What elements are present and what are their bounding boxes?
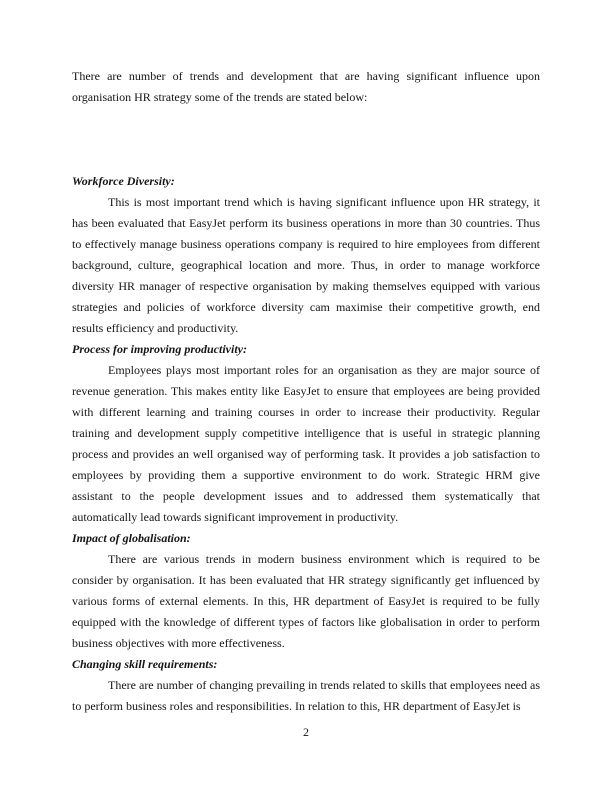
section-paragraph-process-for-improving-productivity: Employees plays most important roles for an organisation as they are major source of revenue generation. This makes entity like EasyJet to ensure that employees are being provided with different learning and training courses in order to increase their productivity. Regular training and development supply competitive intelligence that is useful in strategic planning process and provides an well organised way of performing task. It provides a job satisfaction to employees by providing them a supportive environment to do work. Strategic HRM give assistant to the people development issues and to addressed them systematically that automatically lead towards significant improvement in productivity. xyxy=(72,363,540,524)
page-number: 2 xyxy=(303,725,309,739)
section-heading-process-for-improving-productivity: Process for improving productivity: xyxy=(72,342,247,356)
section-paragraph-changing-skill-requirements: There are number of changing prevailing in trends related to skills that employees need as to perform business roles and responsibilities. In relation to this, HR department of EasyJet is xyxy=(72,678,540,713)
section-heading-impact-of-globalisation: Impact of globalisation: xyxy=(72,531,191,545)
intro-paragraph: There are number of trends and development that are having significant influence upon organisation HR strategy some of the trends are stated below: xyxy=(72,69,540,104)
section-paragraph-workforce-diversity: This is most important trend which is having significant influence upon HR strategy, it has been evaluated that EasyJet perform its business operations in more than 30 countries. Thus to effectively manage business operations company is required to hire employees from different background, culture, geographical location and more. Thus, in order to manage workforce diversity HR manager of respective organisation by making themselves equipped with various strategies and policies of workforce diversity cam maximise their competitive growth, end results efficiency and productivity. xyxy=(72,195,540,335)
section-paragraph-impact-of-globalisation: There are various trends in modern business environment which is required to be consider by organisation. It has been evaluated that HR strategy significantly get influenced by various forms of external elements. In this, HR department of EasyJet is required to be fully equipped with the knowledge of different types of factors like globalisation in order to perform business objectives with more effectiveness. xyxy=(72,552,540,650)
section-heading-workforce-diversity: Workforce Diversity: xyxy=(72,174,175,188)
section-heading-changing-skill-requirements: Changing skill requirements: xyxy=(72,657,218,671)
page-content xyxy=(72,66,540,717)
